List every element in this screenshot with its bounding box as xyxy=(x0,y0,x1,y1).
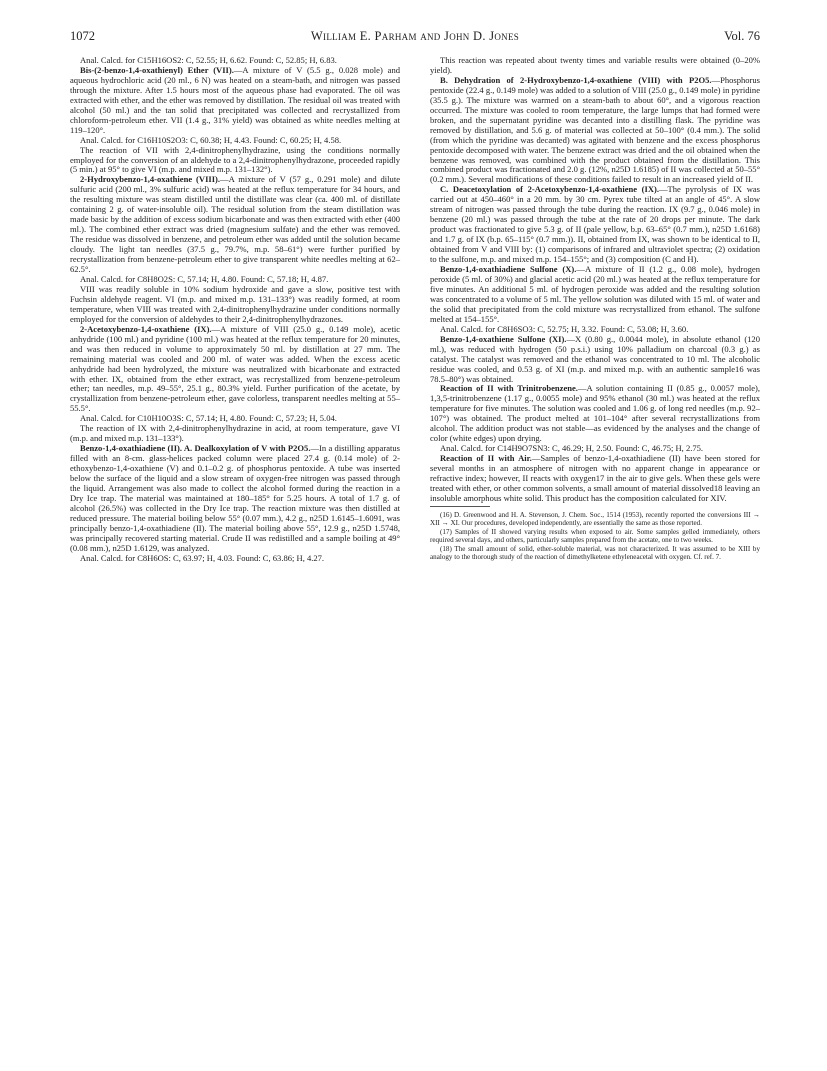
paragraph xyxy=(70,146,400,176)
paragraph xyxy=(70,325,400,415)
paragraph xyxy=(430,335,760,385)
paragraph-text: Anal. Calcd. for C15H16OS2: C, 52.55; H, 6.62. Found: C, 52.85; H, 6.83. xyxy=(80,55,337,65)
paragraph-text: —A mixture of V (5.5 g., 0.028 mole) and aqueous hydrochloric acid (20 ml., 6 N) was heated on a steam-bath, and nitrogen was passed through the mixture. After 1.5 hours most of the aqueous phase had evaporated. The oil was extracted with ether, and the ether was removed by distillation. The residual oil was treated with alcohol (50 ml.) and the tan solid that precipitated was collected and recrystallized from chloroform-petroleum ether. VII (1.4 g., 31% yield) was obtained as white needles melting at 119–120°. xyxy=(70,64,401,135)
paragraph-heading: Bis-(2-benzo-1,4-oxathienyl) Ether (VII). xyxy=(80,64,234,75)
paragraph-text: —Phosphorus pentoxide (22.4 g., 0.149 mole) was added to a solution of VIII (25.0 g., 0.149 mole) in pyridine (35.5 g.). The mixture was warmed on a steam-bath to about 60°, and a vigorous reaction occurred. The mixture was cooled to room temperature, the large lumps that had formed were broken, and the supernatant pyridine was decanted into a distilling flask. The pyridine was removed by distillation, and 5.6 g. of material was collected at 50–100° (0.4 mm.). The solid (from which the pyridine was decanted) was agitated with benzene and the excess phosphorus pentoxide decomposed with water. The benzene extract was dried and the oil obtained when the benzene was removed, was combined with the product obtained from the distillation. This combined product was fractionated and 2.0 g. (12%, n25D 1.6185) of II was collected at 50–55° (0.2 mm.). Several modifications of these conditions failed to result in an increased yield of II. xyxy=(430,74,760,185)
paragraph-text: Anal. Calcd. for C8H6SO3: C, 52.75; H, 3.32. Found: C, 53.08; H, 3.60. xyxy=(440,323,689,334)
paragraph-text: Anal. Calcd. for C14H9O7SN3: C, 46.29; H, 2.50. Found: C, 46.75; H, 2.75. xyxy=(440,443,704,454)
paragraph xyxy=(70,554,400,564)
paragraph xyxy=(70,175,400,275)
paragraph-heading: 2-Acetoxybenzo-1,4-oxathiene (IX). xyxy=(80,323,212,334)
paragraph xyxy=(430,265,760,325)
paragraph xyxy=(430,185,760,265)
right-column xyxy=(430,56,760,561)
page-number: 1072 xyxy=(70,29,95,43)
paragraph-text: Anal. Calcd. for C10H10O3S: C, 57.14; H, 4.80. Found: C, 57.23; H, 5.04. xyxy=(80,413,337,424)
paragraph-text: —In a distilling apparatus filled with an 8-cm. glass-helices packed column were placed 27.4 g. (0.14 mole) of 2-ethoxybenzo-1,4-oxathiene (V) and 0.1–0.2 g. of phosphorus pentoxide. A tube was inserted below the surface of the liquid and a slow stream of oxygen-free nitrogen was passed through the liquid. Arrangement was also made to collect the alcohol formed during the reaction in a Dry Ice trap. The material was maintained at 180–185° for 5.25 hours. A total of 1.7 g. of alcohol (26.5%) was collected in the Dry Ice trap. The reaction mixture was then distilled at reduced pressure. The material boiling below 55° (0.07 mm.), 4.2 g., n25D 1.6145–1.6091, was principally benzo-1,4-oxathiadiene (II). The material boiling above 55°, 12.9 g., n25D 1.5748, was principally recovered starting material. Crude II was redistilled and a sample boiling at 49° (0.08 mm.), n25D 1.6129, was analyzed. xyxy=(70,443,400,553)
paragraph xyxy=(430,76,760,185)
running-header xyxy=(70,28,760,44)
footnote: (16) D. Greenwood and H. A. Stevenson, J. Chem. Soc., 1514 (1953), recently reported the conversions III → XII → XI. Our procedures, developed independently, are essentially the same as those reported. xyxy=(430,510,760,528)
footnote: (18) The small amount of solid, ether-soluble material, was not characterized. It was assumed to be XIII by analogy to the thorough study of the reaction of dimethylketene ethyleneacetal with oxygen. Cf. ref. 7. xyxy=(430,544,760,561)
paragraph-text: —A mixture of VIII (25.0 g., 0.149 mole), acetic anhydride (100 ml.) and pyridine (100 ml.) was heated at the reflux temperature for 20 minutes, and was then reduced in volume to approximately 50 ml. by distillation at 27 mm. The remaining material was cooled and 200 ml. of water was added. When the excess acetic anhydride had been hydrolyzed, the mixture was neutralized with bicarbonate and extracted with ether. IX, obtained from the ether extract, was recrystallized from benzene-petroleum ether; tan needles, m.p. 49–55°, 25.1 g., 80.3% yield. Further purification of the acetate, by crystallization from benzene-petroleum ether, gave colorless, transparent needles melting at 55–55.5°. xyxy=(70,323,400,414)
paragraph xyxy=(70,66,400,136)
volume-label: Vol. 76 xyxy=(724,29,760,43)
paragraph-text: This reaction was repeated about twenty times and variable results were obtained (0–20% yield). xyxy=(430,55,760,75)
paragraph xyxy=(430,454,760,504)
paragraph-heading: Benzo-1,4-oxathiadiene (II). A. Dealkoxylation of V with P2O5. xyxy=(80,443,311,454)
paragraph xyxy=(70,444,400,553)
paragraph-text: —A solution containing II (0.85 g., 0.0057 mole), 1,3,5-trinitrobenzene (1.17 g., 0.0055 mole) and 95% ethanol (30 ml.) was heated at the reflux temperature for five minutes. The solution was cooled and 1.06 g. of long red needles (m.p. 92–107°) was obtained. The product melted at 101–104° after several recrystallizations from alcohol. The addition product was not stable—as evidenced by the analyses and the change of color (white edges) upon drying. xyxy=(430,383,760,444)
paragraph-heading: Benzo-1,4-oxathiene Sulfone (XI). xyxy=(440,333,567,344)
paragraph-text: —A mixture of V (57 g., 0.291 mole) and dilute sulfuric acid (200 ml., 3% sulfuric acid) was heated at the reflux temperature for 34 hours, and the resulting mixture was steam distilled until the distillate was clear (ca. 400 ml. of distillate containing 2 g. of water-insoluble oil). The residual solution from the steam distillation was made basic by the addition of excess sodium bicarbonate and was then extracted with ether (400 ml.). The combined ether extract was dried (magnesium sulfate) and the ether was removed. The residue was dissolved in benzene, and petroleum ether was added until the solution became cloudy. The light tan needles (37.5 g., 79.7%, m.p. 58–61°) were further purified by recrystallization from benzene-petroleum ether to give transparent white needles melting at 62–62.5°. xyxy=(70,174,400,275)
paragraph-heading: B. Dehydration of 2-Hydroxybenzo-1,4-oxathiene (VIII) with P2O5. xyxy=(440,74,712,85)
paragraph-heading: C. Deacetoxylation of 2-Acetoxybenzo-1,4-oxathiene (IX). xyxy=(440,184,659,195)
paragraph xyxy=(430,56,760,76)
paragraph-text: VIII was readily soluble in 10% sodium hydroxide and gave a slow, positive test with Fuchsin aldehyde reagent. VI (m.p. and mixed m.p. 131–133°) was readily formed, at room temperature, when VIII was treated with 2,4-dinitrophenylhydrazine under conditions normally employed for the conversion of aldehydes to their 2,4-dinitrophenylhydrazones. xyxy=(70,283,400,324)
footnote-rule xyxy=(430,506,490,507)
paragraph-text: Anal. Calcd. for C8H6OS: C, 63.97; H, 4.03. Found: C, 63.86; H, 4.27. xyxy=(80,552,325,563)
paragraph-text: —A mixture of II (1.2 g., 0.08 mole), hydrogen peroxide (5 ml. of 30%) and glacial acetic acid (20 ml.) was heated at the reflux temperature for five minutes. An additional 5 ml. of hydrogen peroxide was added and the resulting solution was concentrated to a volume of 5 ml. The yellow solution was diluted with 15 ml. of water and the solid that precipitated from the cold mixture was recrystallized from ethanol. The sulfone melted at 154–155°. xyxy=(430,264,760,324)
paragraph xyxy=(70,424,400,444)
paragraph-heading: Benzo-1,4-oxathiadiene Sulfone (X). xyxy=(440,264,577,275)
paragraph xyxy=(70,285,400,325)
left-column xyxy=(70,56,400,564)
paragraph-text: Anal. Calcd. for C8H8O2S: C, 57.14; H, 4.80. Found: C, 57.18; H, 4.87. xyxy=(80,273,329,284)
paragraph-text: The reaction of VII with 2,4-dinitrophenylhydrazine, using the conditions normally employed for the conversion of an aldehyde to a 2,4-dinitrophenylhydrazone, proceeded rapidly (5 min.) at 95° to give VI (m.p. and mixed m.p. 131–132°). xyxy=(70,144,400,175)
paragraph xyxy=(430,384,760,444)
footnotes xyxy=(430,511,760,561)
footnote: (17) Samples of II showed varying results when exposed to air. Some samples gelled immediately, others required several days, and others, particularly samples prepared from the acetate, one to two weeks. xyxy=(430,527,760,545)
paragraph-heading: Reaction of II with Trinitrobenzene. xyxy=(440,383,578,394)
paragraph-heading: 2-Hydroxybenzo-1,4-oxathiene (VIII). xyxy=(80,174,221,185)
paragraph-text: —The pyrolysis of IX was carried out at 450–460° in a 20 mm. by 30 cm. Pyrex tube tilted at an angle of 45°. A slow stream of nitrogen was passed through the tube during the reaction. IX (9.7 g., 0.046 mole) in benzene (20 ml.) was passed through the tube at the rate of 20 drops per minute. The dark product was fractionated to give 5.3 g. of II (pale yellow, b.p. 63–65° (0.7 mm.), n25D 1.6168) and 1.7 g. of IX (b.p. 65–115° (0.7 mm.)). II, obtained from IX, was shown to be identical to II, obtained from V and VIII by: (1) comparisons of infrared and ultraviolet spectra; (2) oxidation to the sulfone, m.p. and mixed m.p. 154–155°; and (3) composition (C and H). xyxy=(430,184,760,265)
right-column-body xyxy=(430,56,760,504)
running-title: William E. Parham and John D. Jones xyxy=(310,29,520,43)
paragraph-text: —X (0.80 g., 0.0044 mole), in absolute ethanol (120 ml.), was reduced with hydrogen (50 p.s.i.) using 10% palladium on charcoal (0.3 g.) as catalyst. The catalyst was removed and the ethanol was concentrated to 10 ml. The alcoholic residue was cooled, and 0.53 g. of XI (m.p. and mixed m.p. with an authentic sample16 was 78.5–80°) was obtained. xyxy=(430,333,760,384)
paragraph-text: —Samples of benzo-1,4-oxathiadiene (II) have been stored for several months in an atmosphere of nitrogen with no apparent change in appearance or refractive index; however, II reacts with oxygen17 in the air to give gels. When these gels were treated with ether, or other common solvents, a small amount of material dissolved18 leaving an insoluble amorphous white solid. This product has the composition calculated for XIV. xyxy=(430,453,760,503)
paragraph-text: Anal. Calcd. for C16H10S2O3: C, 60.38; H, 4.43. Found: C, 60.25; H, 4.58. xyxy=(80,134,342,145)
paragraph-heading: Reaction of II with Air. xyxy=(440,453,532,464)
paragraph-text: The reaction of IX with 2,4-dinitrophenylhydrazine in acid, at room temperature, gave VI (m.p. and mixed m.p. 131–133°). xyxy=(70,423,400,444)
